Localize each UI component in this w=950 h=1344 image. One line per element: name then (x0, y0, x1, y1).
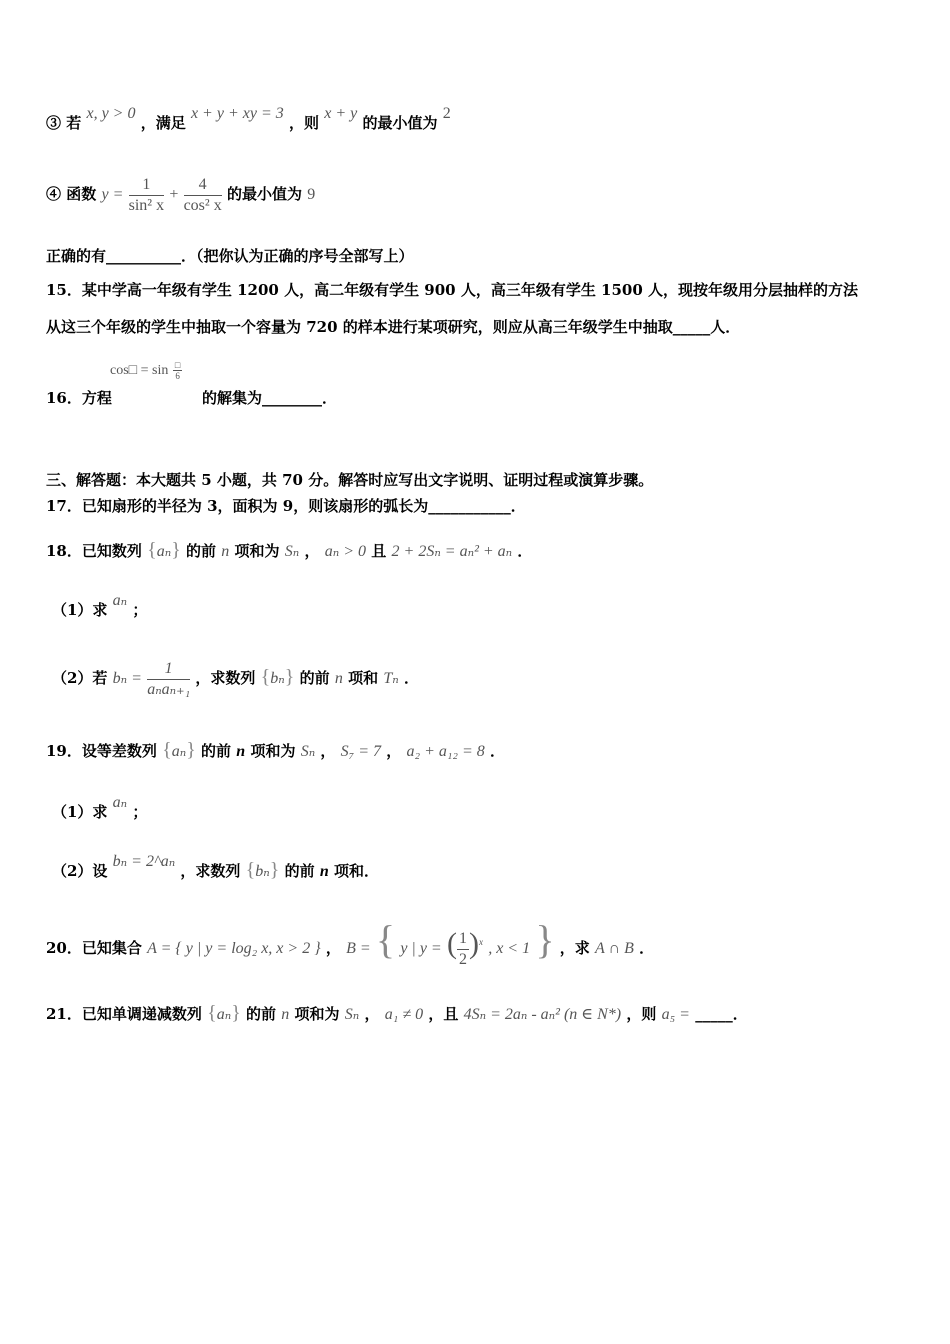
q15-line-2: 从这三个年级的学生中抽取一个容量为 720 的样本进行某项研究，则应从高三年级学生中抽取_____人． (46, 318, 741, 336)
fraction-4-over-cos2: $\frac{4}{\text{cos² x}}$ (183, 175, 222, 214)
q19: 19．设等差数列 {aₙ} 的前 n 项和为 Sₙ ， S₇ = 7 ， a₂ + a₁₂ = 8 ． (46, 739, 506, 761)
q14-answer-line: 正确的有__________．（把你认为正确的序号全部写上） (46, 247, 414, 265)
q14-item-3: ③ 若 x, y > 0 ，满足 x + y + xy = 3 ，则 x + y 的最小值为 2 (46, 105, 451, 132)
q17: 17．已知扇形的半径为 3，面积为 9，则该扇形的弧长为___________． (46, 497, 526, 515)
q16-label: 16．方程 (46, 389, 112, 407)
q19-part-1: （1）求 aₙ ； (52, 794, 148, 821)
q14-3-value: 2 (442, 105, 451, 122)
q18: 18．已知数列 {aₙ} 的前 n 项和为 Sₙ ， aₙ > 0 且 2 + 2Sₙ = aₙ² + aₙ ． (46, 539, 533, 561)
q14-3-cond2: x + y + xy = 3 (190, 105, 284, 122)
q21: 21．已知单调递减数列 {aₙ} 的前 n 项和为 Sₙ ， a₁ ≠ 0 ，且 4Sₙ = 2aₙ - aₙ² (n ∈ N*) ，则 a₅ = _____． (46, 1002, 748, 1024)
q14-3-expr: x + y (324, 105, 358, 122)
q16-suffix: 的解集为________． (202, 389, 338, 407)
fraction-1-over-sin2: $\frac{1}{\text{sin² x}}$ (128, 175, 165, 214)
q18-part-2: （2）若 bₙ = $\frac{1}{\text{aₙaₙ₊₁}}$ ，求数列 {bₙ} 的前 n 项和 Tₙ ． (52, 659, 419, 698)
q16-equation: cos□ = sin $\frac{□}{6}$ (110, 360, 181, 381)
q18-part-1: （1）求 aₙ ； (52, 592, 148, 619)
q19-part-2: （2）设 bₙ = 2^aₙ ，求数列 {bₙ} 的前 n 项和． (52, 853, 380, 881)
q14-3-cond1: x, y > 0 (86, 105, 136, 122)
fraction-one-half: $\frac{1}{2}$ (458, 929, 467, 968)
q20: 20．已知集合 A = { y | y = log₂ x, x > 2 } ， B = { y | y = ( $\frac{1}{2}$ )$^x$ , x < 1 } ，求 A ∩ B ． (46, 917, 655, 968)
fraction-1-over-anan1: $\frac{1}{\text{aₙaₙ₊₁}}$ (147, 659, 191, 698)
section-3-heading: 三、解答题：本大题共 5 小题，共 70 分。解答时应写出文字说明、证明过程或演算步骤。 (46, 471, 654, 489)
q14-item-4: ④ 函数 y = $\frac{1}{\text{sin² x}}$ + $\frac{4}{\text{cos² x}}$ 的最小值为 9 (46, 175, 316, 214)
q15-line-1: 15．某中学高一年级有学生 1200 人，高二年级有学生 900 人，高三年级有学生 1500 人，现按年级用分层抽样的方法 (46, 281, 859, 299)
